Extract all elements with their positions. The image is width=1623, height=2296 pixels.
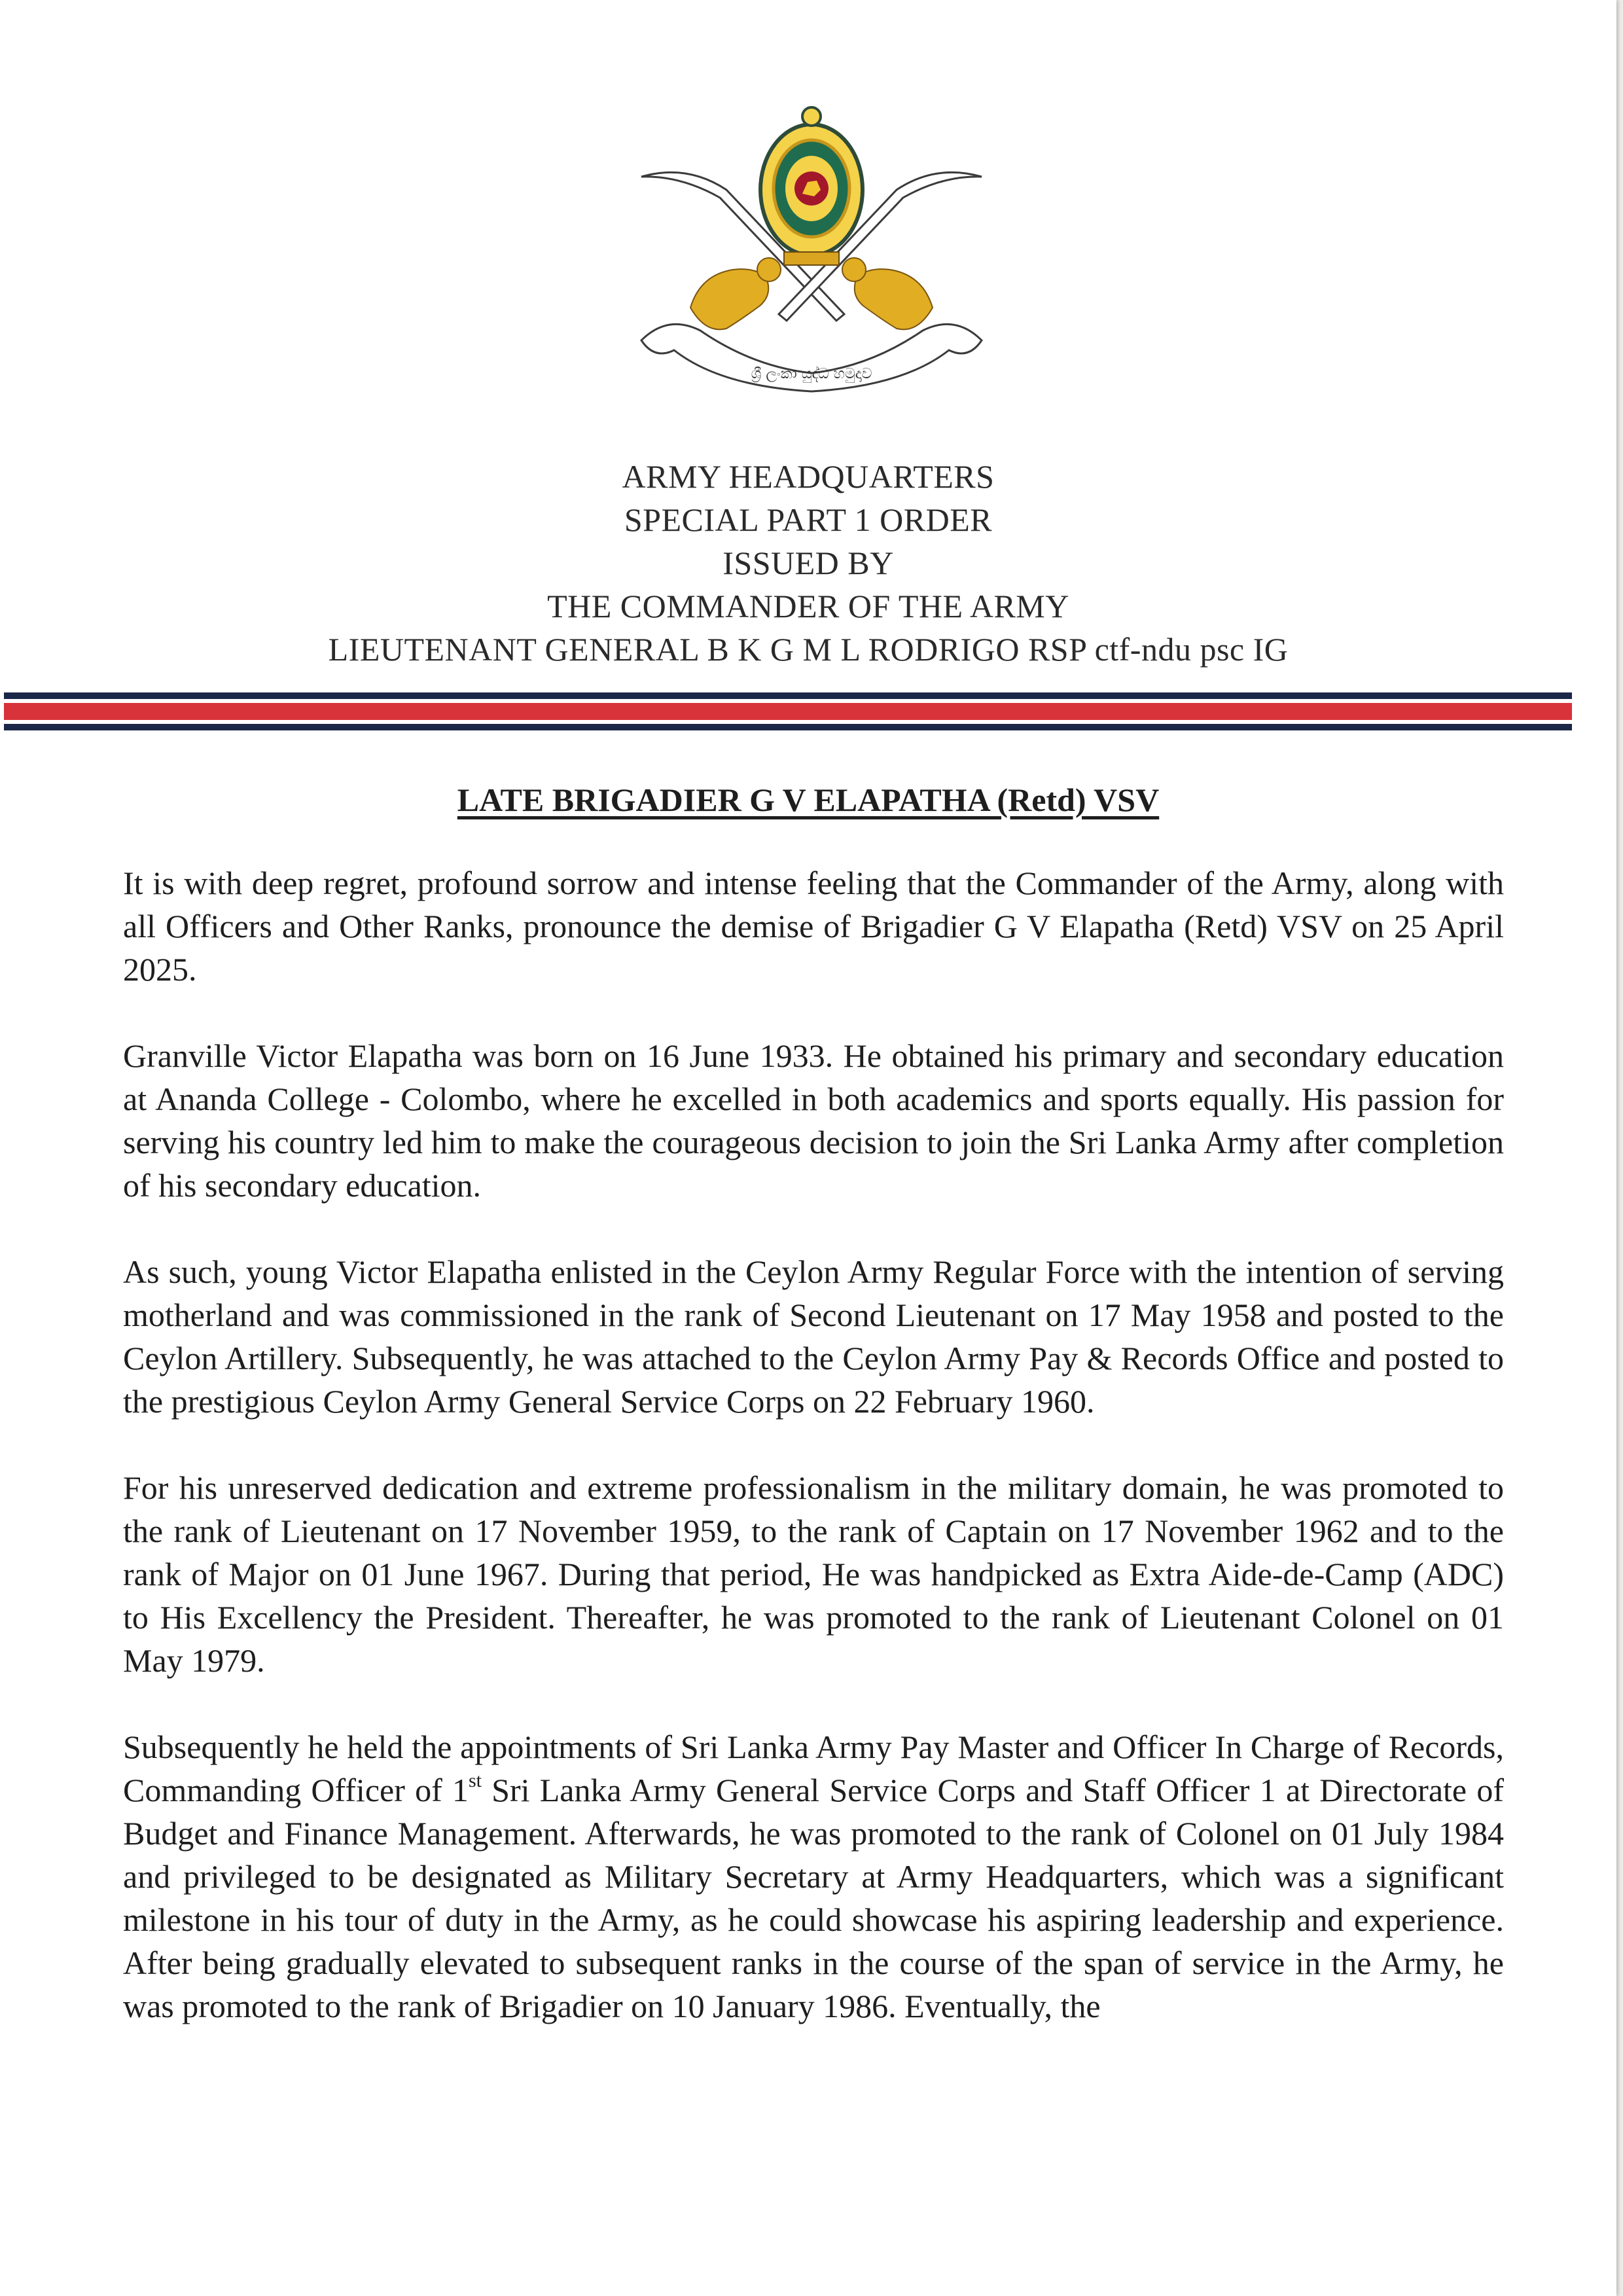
regimental-stripe-divider — [4, 692, 1572, 733]
paragraph-1: It is with deep regret, profound sorrow and intense feeling that the Commander of the Army, along with all Officers and Other Ranks, pronounce the demise of Brigadier G V Elapatha (Retd) VSV on 25 April 2025. — [123, 865, 1504, 988]
crest-motto: ශ්‍රී ලංකා යුද්ධ හමුදාව — [751, 366, 872, 382]
paragraph-5-part-b: Sri Lanka Army General Service Corps and Staff Officer 1 at Directorate of Budget and Finance Management. Afterwards, he was promoted to the rank of Colonel on 01 July 1984 and privileged to be designated as Military Secretary at Army Headquarters, which was a significant milestone in his tour of duty in the Army, as he could showcase his aspiring leadership and experience. After being gradually elevated to subsequent ranks in the course of the span of service in the Army, he was promoted to the rank of Brigadier on 10 January 1986. Eventually, the — [123, 1772, 1504, 2024]
paragraph-3: As such, young Victor Elapatha enlisted in the Ceylon Army Regular Force with the intention of serving motherland and was commissioned in the rank of Second Lieutenant on 17 May 1958 and posted to the Ceylon Artillery. Subsequently, he was attached to the Ceylon Army Pay & Records Office and posted to the prestigious Ceylon Army General Service Corps on 22 February 1960. — [123, 1253, 1504, 1420]
stripe-navy-top — [4, 692, 1572, 699]
obituary-body — [123, 861, 1504, 2028]
paragraph-4: For his unreserved dedication and extreme professionalism in the military domain, he was promoted to the rank of Lieutenant on 17 November 1959, to the rank of Captain on 17 November 1962 and to the rank of Major on 01 June 1967. During that period, He was handpicked as Extra Aide-de-Camp (ADC) to His Excellency the President. Thereafter, he was promoted to the rank of Lieutenant Colonel on 01 May 1979. — [123, 1469, 1504, 1679]
header-line-1: ARMY HEADQUARTERS — [622, 458, 995, 495]
header-line-3: ISSUED BY — [722, 545, 894, 581]
army-crest-emblem — [628, 98, 995, 406]
header-line-5: LIEUTENANT GENERAL B K G M L RODRIGO RSP ctf-ndu psc IG — [328, 631, 1289, 668]
paragraph-5 — [123, 1725, 1504, 2028]
stripe-red-center — [4, 703, 1572, 720]
header-line-4: THE COMMANDER OF THE ARMY — [547, 588, 1069, 624]
header-line-2: SPECIAL PART 1 ORDER — [624, 501, 993, 538]
paragraph-5-part-a: Subsequently he held the appointments of Sri Lanka Army Pay Master and Officer In Charge of Records, Commanding Officer of 1 — [123, 1729, 1504, 1808]
ordinal-superscript: st — [468, 1770, 482, 1792]
order-header — [0, 455, 1616, 671]
obituary-title: LATE BRIGADIER G V ELAPATHA (Retd) VSV — [457, 781, 1160, 818]
paragraph-2: Granville Victor Elapatha was born on 16 June 1933. He obtained his primary and secondary education at Ananda College - Colombo, where he excelled in both academics and sports equally. His passion for serving his country led him to make the courageous decision to join the Sri Lanka Army after completion of his secondary education. — [123, 1037, 1504, 1204]
stripe-navy-bottom — [4, 724, 1572, 730]
